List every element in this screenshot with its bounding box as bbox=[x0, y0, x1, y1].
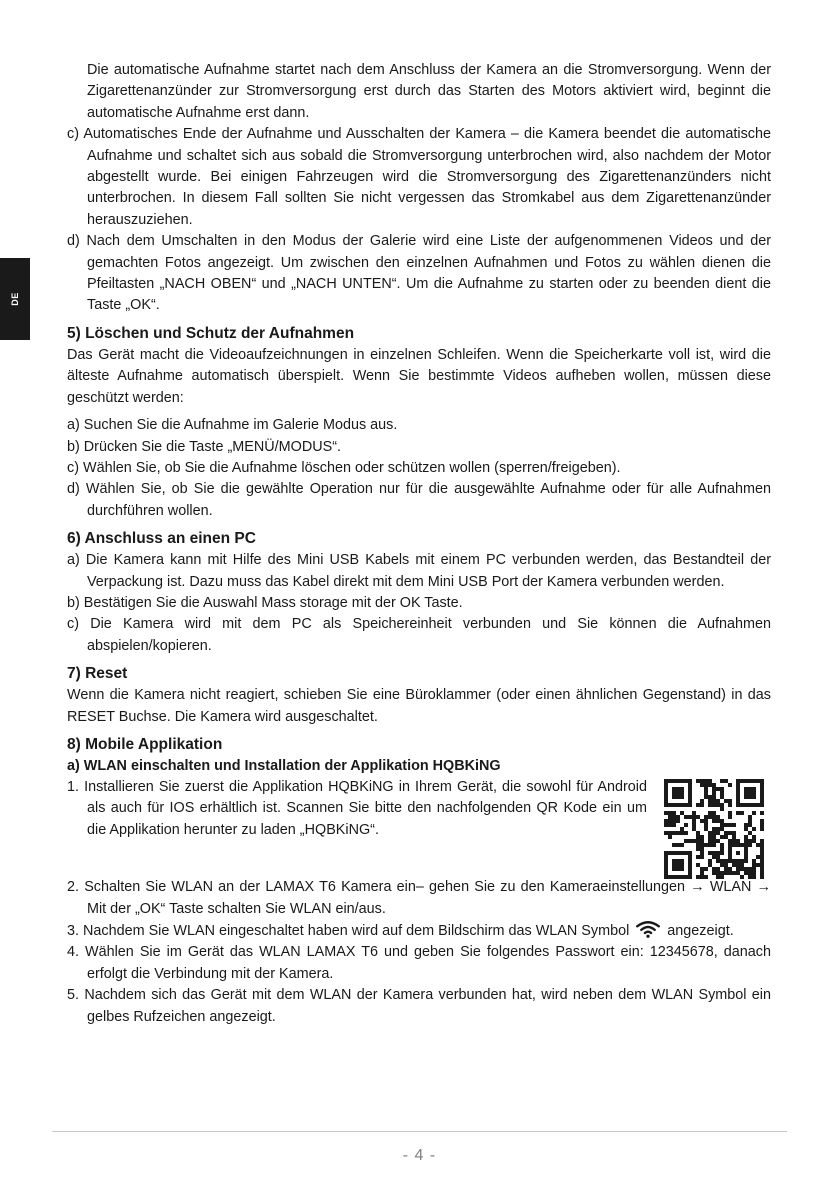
section-heading-6: 6) Anschluss an einen PC bbox=[67, 530, 256, 548]
list-item: d) Wählen Sie, ob Sie die gewählte Operation nur für die ausgewählte Aufnahme oder für alle Aufnahmen durchführen wollen. bbox=[67, 481, 771, 519]
section-8-subheading: a) WLAN einschalten und Installation der Applikation HQBKiNG bbox=[67, 757, 501, 774]
language-tab bbox=[0, 258, 30, 340]
list-item bbox=[67, 920, 771, 942]
section-heading-5: 5) Löschen und Schutz der Aufnahmen bbox=[67, 324, 355, 342]
footer-divider bbox=[52, 1131, 787, 1132]
wifi-icon bbox=[633, 920, 663, 938]
list-item: 2. Schalten Sie WLAN an der LAMAX T6 Kamera ein– gehen Sie zu den Kameraeinstellungen → WLAN → Mit der „OK“ Taste schalten Sie WLAN ein/aus. bbox=[67, 879, 771, 917]
page-number: - 4 - bbox=[402, 1147, 437, 1164]
list-item: a) Suchen Sie die Aufnahme im Galerie Modus aus. bbox=[67, 417, 398, 434]
qr-code-icon bbox=[664, 779, 764, 879]
list-item: a) Die Kamera kann mit Hilfe des Mini USB Kabels mit einem PC verbunden werden, das Bestandteil der Verpackung ist. Dazu muss das Kabel direkt mit dem Mini USB Port der Kamera verbunden werden. bbox=[67, 552, 771, 590]
section-heading-8: 8) Mobile Applikation bbox=[67, 735, 223, 753]
section-7-paragraph: Wenn die Kamera nicht reagiert, schieben Sie eine Büroklammer (oder einen ähnlichen Gegenstand) in das RESET Buchse. Die Kamera wird ausgeschaltet. bbox=[67, 687, 771, 725]
item-3-text-before: 3. Nachdem Sie WLAN eingeschaltet haben wird auf dem Bildschirm das WLAN Symbol bbox=[67, 923, 630, 939]
section-5-paragraph: Das Gerät macht die Videoaufzeichnungen in einzelnen Schleifen. Wenn die Speicherkarte voll ist, wird die älteste Aufnahme automatisch überspielt. Wenn Sie bestimmte Videos aufheben wollen, müssen diese geschützt werden: bbox=[67, 346, 771, 406]
intro-paragraph: Die automatische Aufnahme startet nach dem Anschluss der Kamera an die Stromversorgung. Wenn der Zigarettenanzünder zur Stromversorgung erst durch das Starten des Motors aktiviert wird, beginnt die automatische Aufnahme erst dann. bbox=[87, 62, 771, 121]
list-item: 5. Nachdem sich das Gerät mit dem WLAN der Kamera verbunden hat, wird neben dem WLAN Symbol ein gelbes Rufzeichen angezeigt. bbox=[67, 987, 771, 1025]
list-item: 4. Wählen Sie im Gerät das WLAN LAMAX T6 und geben Sie folgendes Passwort ein: 12345678, danach erfolgt die Verbindung mit der Kamera. bbox=[67, 944, 771, 982]
list-item: b) Drücken Sie die Taste „MENÜ/MODUS“. bbox=[67, 438, 342, 455]
item-3-text-after: angezeigt. bbox=[667, 923, 734, 939]
list-item: 1. Installieren Sie zuerst die Applikation HQBKiNG in Ihrem Gerät, die sowohl für Android als auch für IOS erhältlich ist. Scannen Sie bitte den nachfolgenden QR Kode ein um die Applikation herunter zu laden „HQBKiNG“. bbox=[67, 778, 647, 838]
list-item: b) Bestätigen Sie die Auswahl Mass storage mit der OK Taste. bbox=[67, 594, 463, 611]
list-item: c) Wählen Sie, ob Sie die Aufnahme löschen oder schützen wollen (sperren/freigeben). bbox=[67, 459, 621, 476]
language-tab-label: DE bbox=[9, 292, 20, 306]
list-item: d) Nach dem Umschalten in den Modus der Galerie wird eine Liste der aufgenommenen Videos und der gemachten Fotos angezeigt. Um zwischen den einzelnen Aufnahmen und Fotos zu wählen dienen die Pfeiltasten „NACH OBEN“ und „NACH UNTEN“. Um die Aufnahme zu starten oder zu beenden dient die Taste „OK“. bbox=[67, 233, 771, 314]
page-content bbox=[67, 60, 771, 1028]
list-item: c) Die Kamera wird mit dem PC als Speichereinheit verbunden und Sie können die Aufnahmen abspielen/kopieren. bbox=[67, 616, 771, 654]
section-heading-7: 7) Reset bbox=[67, 665, 128, 683]
list-item: c) Automatisches Ende der Aufnahme und Ausschalten der Kamera – die Kamera beendet die automatische Aufnahme und schaltet sich aus sobald die Stromversorgung unterbrochen wird, also nachdem der Motor abgestellt wurde. Bei einigen Fahrzeugen wird die Stromversorgung des Zigarettenanzünders nicht unterbrochen. In diesem Fall sollten Sie nicht vergessen das Stromkabel aus dem Zigarettenanzünder herauszuziehen. bbox=[67, 126, 771, 228]
qr-row bbox=[67, 777, 771, 841]
